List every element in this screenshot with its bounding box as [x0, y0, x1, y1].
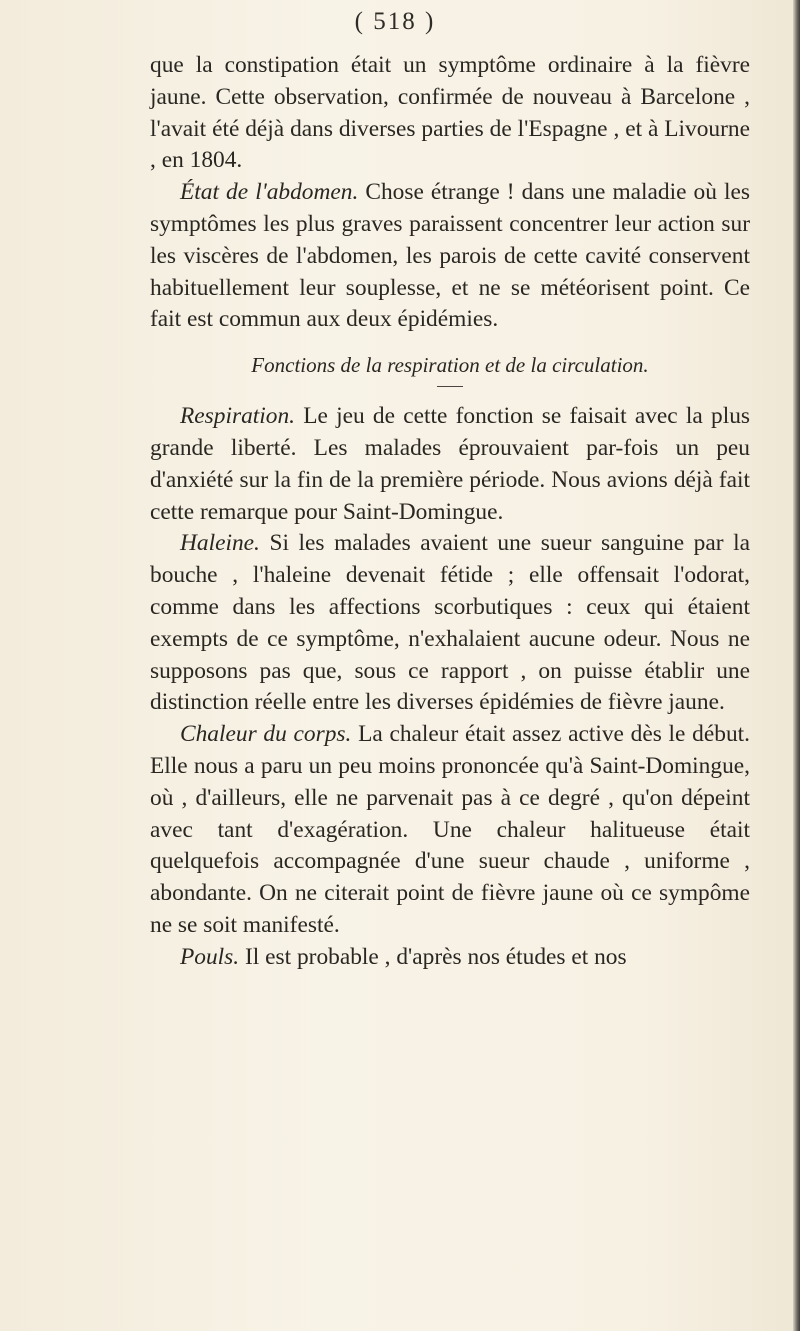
respiration-text: Le jeu de cette fonction se faisait avec la plus grande liberté. Les malades éprouvaient par-fois un peu d'anxiété sur la fin de la première période. Nous avions déjà fait cette remarque pour Saint-Domingue.	[150, 403, 750, 525]
paragraph-respiration	[150, 401, 750, 528]
pouls-text: Il est probable , d'après nos études et nos	[239, 943, 627, 970]
paragraph-pouls	[150, 942, 750, 974]
section-divider	[437, 386, 463, 387]
chaleur-text: La chaleur était assez active dès le début. Elle nous a paru un peu moins prononcée qu'à Saint-Domingue, où , d'ailleurs, elle ne parvenait pas à ce degré , qu'on dépeint avec tant d'exagération. Une chaleur halitueuse était quelquefois accompagnée d'une sueur chaude , uniforme , abondante. On ne citerait point de fièvre jaune où ce sympôme ne se soit manifesté.	[150, 721, 750, 938]
page-edge-shadow	[793, 0, 800, 1331]
paragraph-constipation: que la constipation était un symptôme ordinaire à la fièvre jaune. Cette observation, confirmée de nouveau à Barcelone , l'avait été déjà dans diverses parties de l'Espagne , et à Livourne , en 1804.	[150, 52, 750, 174]
page-number: ( 518 )	[354, 8, 436, 35]
body-text	[150, 50, 750, 974]
chaleur-heading: Chaleur du corps.	[180, 721, 352, 748]
abdomen-text: Chose étrange ! dans une maladie où les symptômes les plus graves paraissent concentrer leur action sur les viscères de l'abdomen, les parois de cette cavité conservent habituellement leur souplesse, et ne se météorisent point. Ce fait est commun aux deux épidémies.	[150, 179, 750, 333]
haleine-text: Si les malades avaient une sueur sanguine par la bouche , l'haleine devenait fétide ; elle offensait l'odorat, comme dans les affections scorbutiques : ceux qui étaient exempts de ce symptôme, n'exhalaient aucune odeur. Nous ne supposons pas que, sous ce rapport , on puisse établir une distinction réelle entre les diverses épidémies de fièvre jaune.	[150, 530, 750, 716]
respiration-heading: Respiration.	[180, 403, 296, 430]
abdomen-heading: État de l'abdomen.	[180, 179, 359, 206]
paragraph-abdomen	[150, 177, 750, 336]
section-heading: Fonctions de la respiration et de la circulation.	[251, 353, 649, 378]
haleine-heading: Haleine.	[180, 530, 260, 557]
paragraph-haleine	[150, 528, 750, 719]
paragraph-chaleur	[150, 719, 750, 942]
pouls-heading: Pouls.	[180, 943, 240, 970]
